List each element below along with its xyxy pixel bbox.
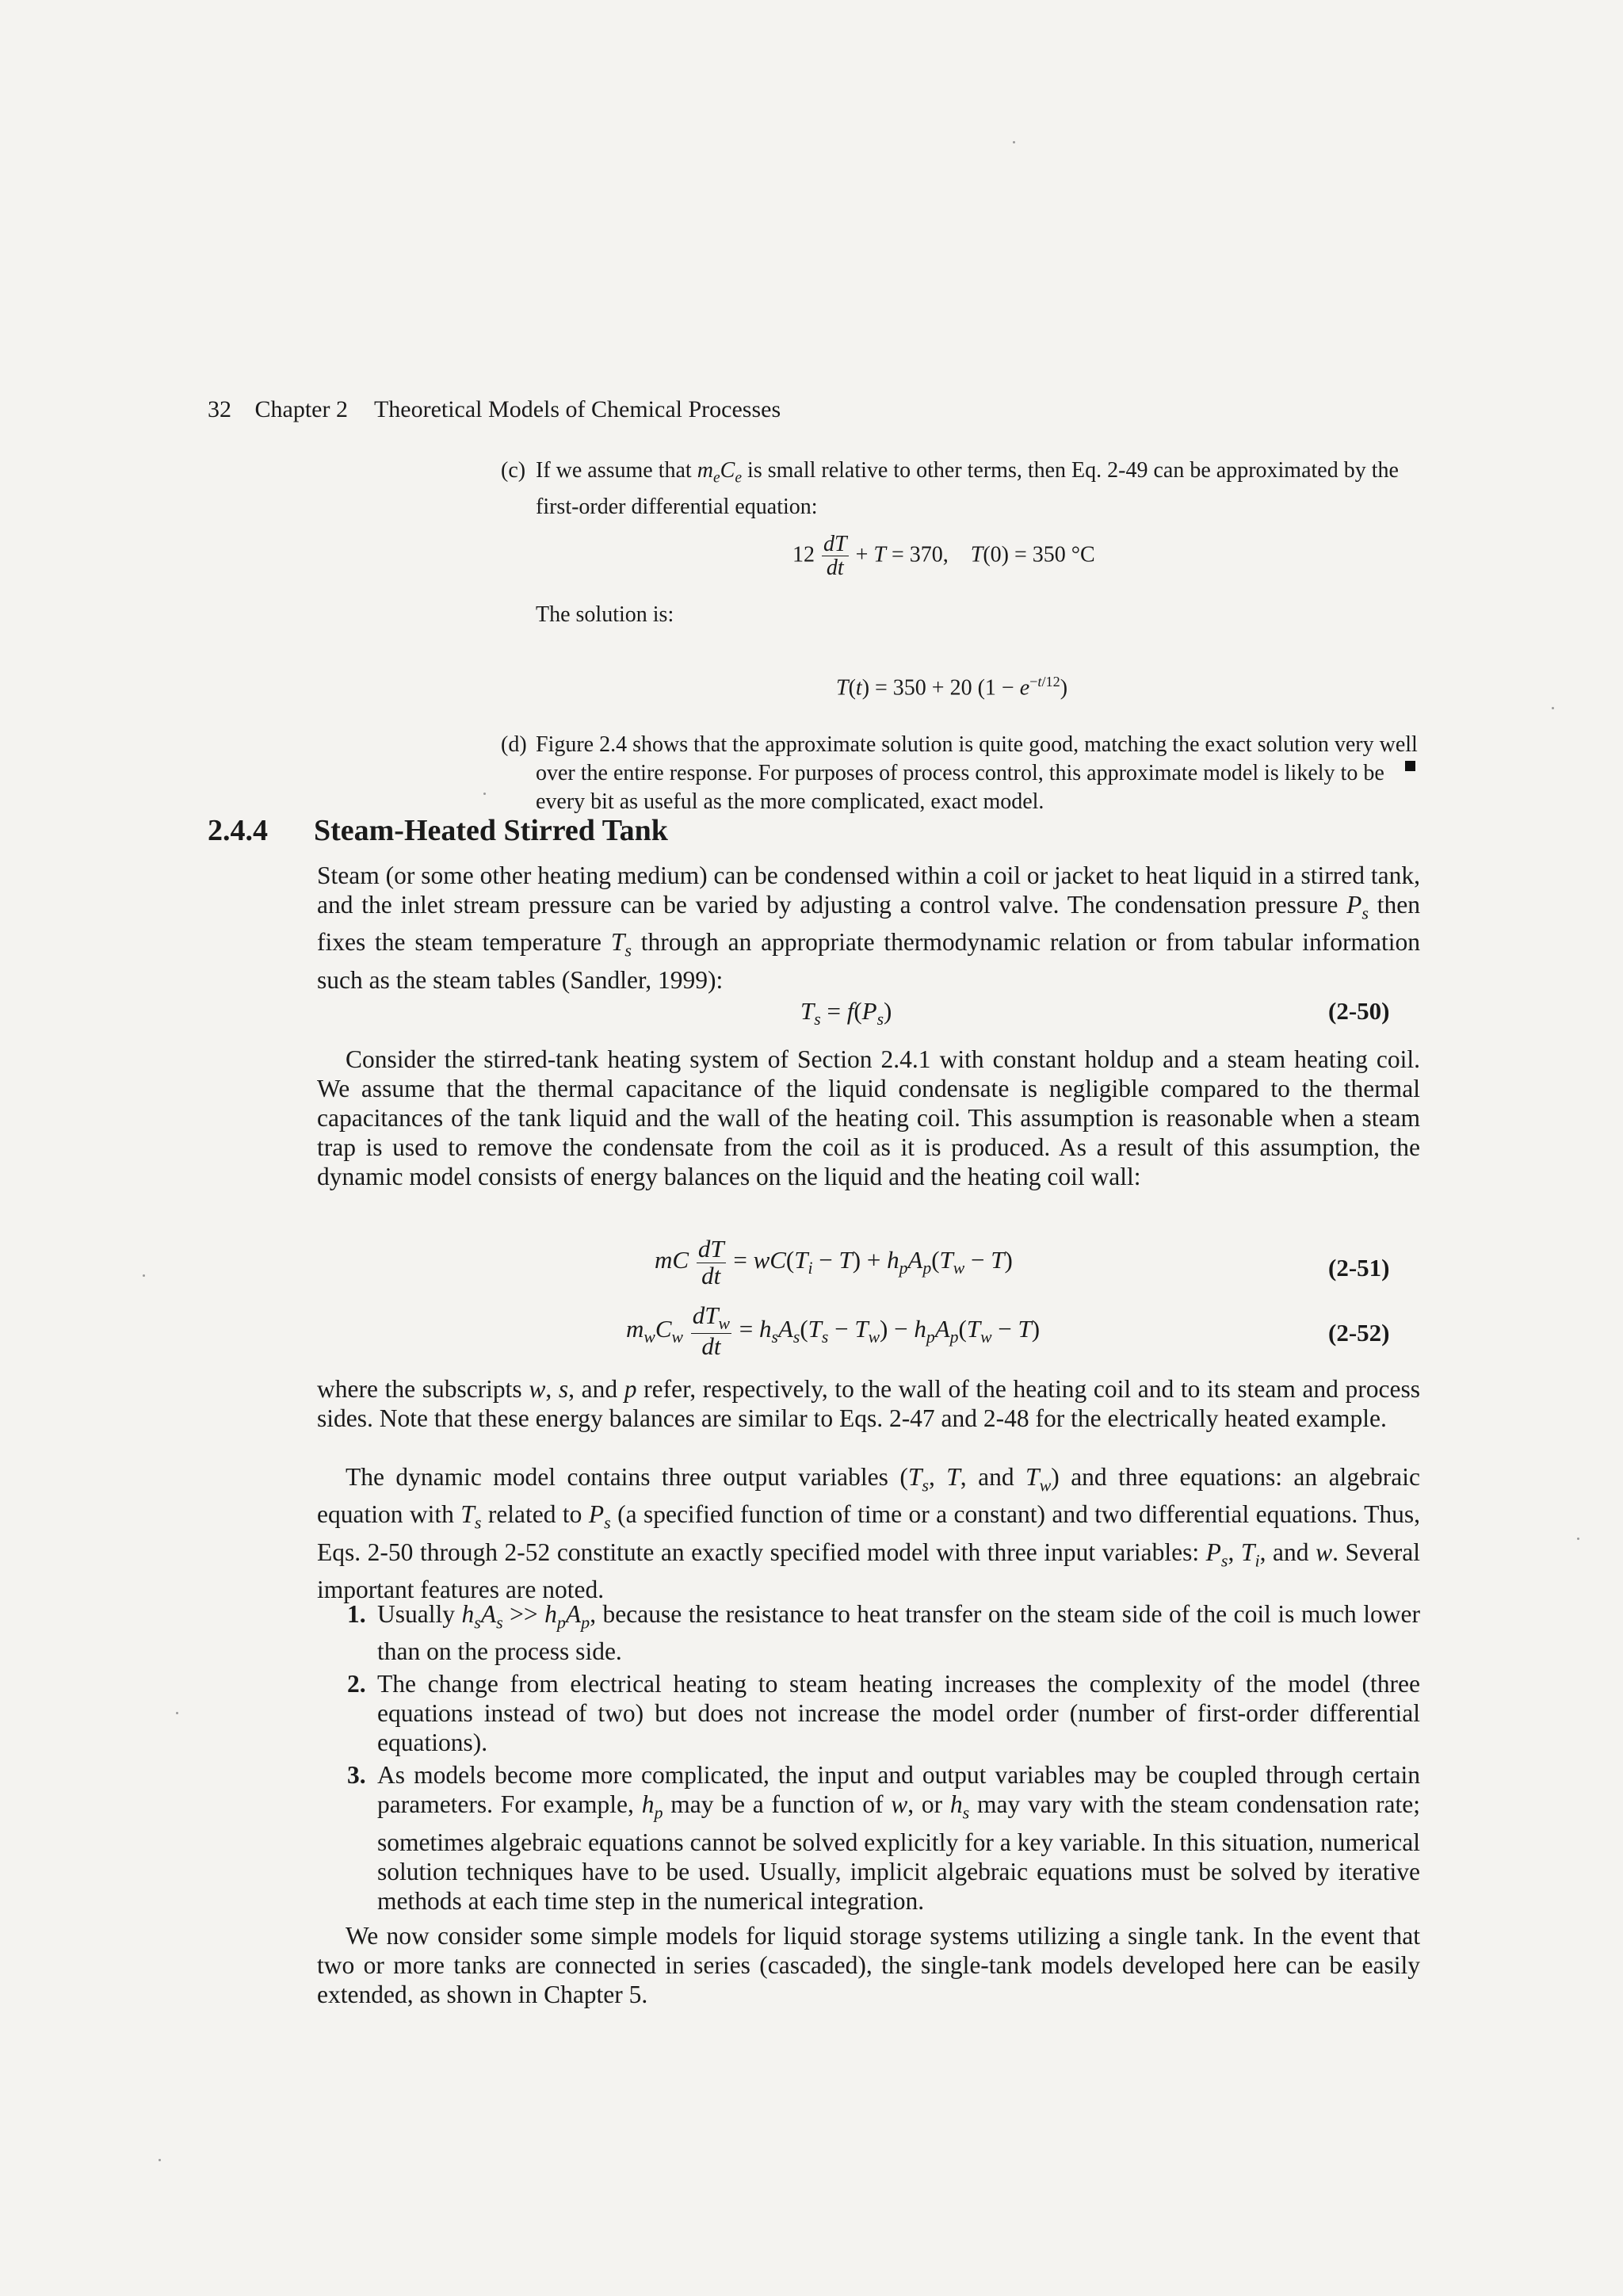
equation-2-50: $T_s = f(P_s)$ bbox=[800, 997, 892, 1030]
item-d-text: Figure 2.4 shows that the approximate solution is quite good, matching the exact solution very well over the entire response. For purposes of process control, this approximate model is likely to be every bit as useful as the more complicated, exact model. bbox=[536, 732, 1418, 814]
item-c-text: If we assume that $m_eC_e$ is small relative to other terms, then Eq. 2-49 can be approximated by the first-order differential equation: bbox=[536, 458, 1399, 519]
equation-2-52: $m_wC_w$ $\frac{dT_w}{dt}$ = $h_sA_s(T_s - T_w) - h_pA_p(T_w - T)$ bbox=[626, 1301, 1041, 1360]
running-title: Theoretical Models of Chemical Processes bbox=[373, 396, 781, 422]
scan-speck bbox=[1577, 1538, 1579, 1540]
solution-label: The solution is: bbox=[536, 602, 674, 627]
final-paragraph: We now consider some simple models for liquid storage systems utilizing a single tank. In the event that two or more tanks are connected in series (cascaded), the single-tank models developed here can be easily extended, as shown in Chapter 5. bbox=[317, 1922, 1420, 2008]
running-header bbox=[208, 396, 781, 423]
feature-item: 3. As models become more complicated, the input and output variables may be coupled through certain parameters. For example, $h_p$ may be a function of w, or $h_s$ may vary with the steam condensation rate; sometimes algebraic equations cannot be solved explicitly for a key variable. In this situation, numerical solution techniques have to be used. Usually, implicit algebraic equations must be solved by iterative methods at each time step in the numerical integration. bbox=[347, 1761, 1420, 1915]
section-title: Steam-Heated Stirred Tank bbox=[314, 814, 668, 847]
equation-2-51: mC $\frac{dT}{dt}$ = $wC(T_i - T) + h_pA_p(T_w - T)$ bbox=[655, 1235, 1013, 1289]
subscript-paragraph: where the subscripts w, s, and p refer, respectively, to the wall of the heating coil and to its steam and process sides. Note that these energy balances are similar to Eqs. 2-47 and 2-48 for the electrically heated example. bbox=[317, 1375, 1421, 1432]
equation-number-2-51: (2-51) bbox=[1328, 1254, 1390, 1282]
feature-item: 1. Usually $h_sA_s >> h_pA_p$, because the resistance to heat transfer on the steam side of the coil is much lower than on the process side. bbox=[347, 1600, 1420, 1666]
equation-number-2-50: (2-50) bbox=[1328, 997, 1390, 1025]
equation-approx-ode: 12 $\frac{dT}{dt}$ + T = 370, T(0) = 350 °C bbox=[792, 532, 1095, 581]
features-list bbox=[347, 1599, 1420, 1919]
item-d-label: (d) bbox=[501, 732, 527, 757]
item-c-label: (c) bbox=[501, 458, 526, 483]
consider-paragraph: Consider the stirred-tank heating system of Section 2.4.1 with constant holdup and a steam heating coil. We assume that the thermal capacitance of the liquid condensate is negligible compared to the thermal capacitances of the tank liquid and the wall of the heating coil. This assumption is reasonable when a steam trap is used to remove the condensate from the coil as it is produced. As a result of this assumption, the dynamic model consists of energy balances on the liquid and the heating coil wall: bbox=[317, 1045, 1420, 1190]
page-number: 32 bbox=[208, 396, 231, 422]
equation-approx-solution: T(t) = 350 + 20 $(1 - e^{-t/12})$ bbox=[836, 674, 1068, 701]
intro-paragraph: Steam (or some other heating medium) can be condensed within a coil or jacket to heat liquid in a stirred tank, and the inlet stream pressure can be varied by adjusting a control valve. The condensation pressure $P_s$ then fixes the steam temperature $T_s$ through an appropriate thermodynamic relation or from tabular information such as the steam tables (Sandler, 1999): bbox=[317, 861, 1420, 994]
scan-speck bbox=[176, 1712, 178, 1714]
dynamic-model-paragraph: The dynamic model contains three output variables ($T_s$, T, and $T_w$) and three equations: an algebraic equation with $T_s$ related to $P_s$ (a specified function of time or a constant) and two differential equations. Thus, Eqs. 2-50 through 2-52 constitute an exactly specified model with three input variables: $P_s$, $T_i$, and w. Several important features are noted. bbox=[317, 1463, 1420, 1603]
scan-speck bbox=[1013, 141, 1015, 143]
chapter-label: Chapter 2 bbox=[254, 396, 348, 422]
section-number: 2.4.4 bbox=[208, 814, 268, 847]
scan-speck bbox=[1552, 707, 1554, 709]
scan-speck bbox=[143, 1274, 145, 1277]
scan-speck bbox=[158, 2159, 161, 2161]
feature-item: 2. The change from electrical heating to steam heating increases the complexity of the model (three equations instead of two) but does not increase the model order (number of first-order differential equations). bbox=[347, 1670, 1420, 1757]
scan-speck bbox=[483, 793, 486, 795]
end-of-example-mark bbox=[1405, 761, 1415, 771]
equation-number-2-52: (2-52) bbox=[1328, 1319, 1390, 1347]
